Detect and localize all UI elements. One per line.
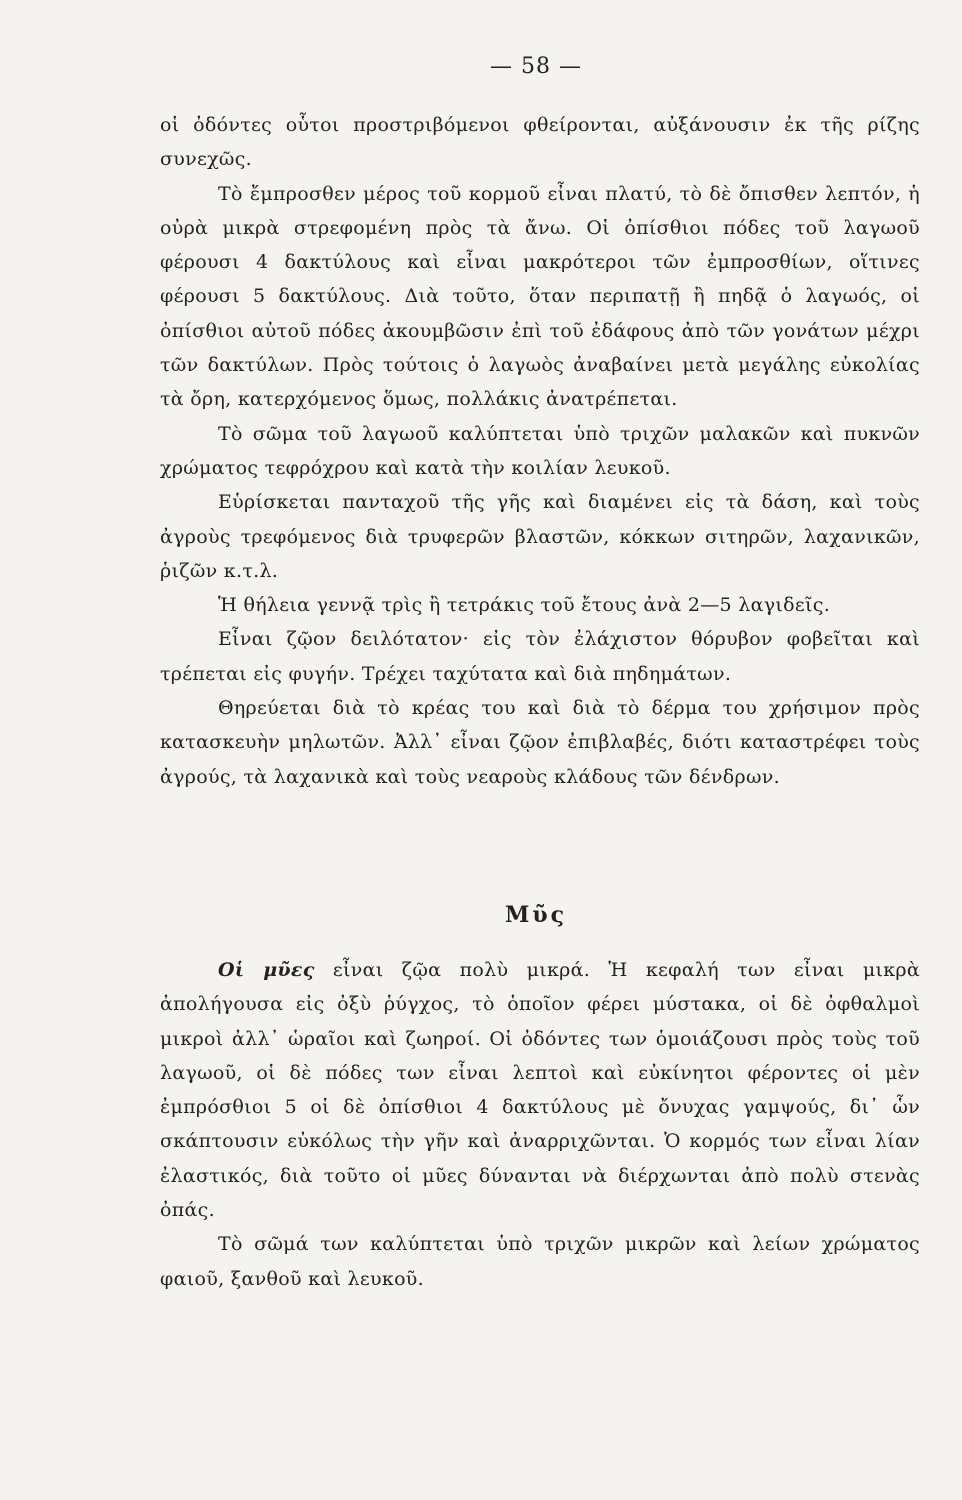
paragraph-mouse-description — [160, 953, 920, 1227]
paragraph-mouse-description-text: εἶναι ζῷα πολὺ μικρά. Ἡ κεφαλή των εἶναι μικρὰ ἀπολήγουσα εἰς ὀξὺ ῥύγχος, τὸ ὁποῖον φέρει μύστακα, οἱ δὲ ὀφθαλμοὶ μικροὶ ἀλλ᾽ ὡραῖοι καὶ ζωηροί. Οἱ ὀδόντες των ὁμοιάζουσι πρὸς τοὺς τοῦ λαγωοῦ, οἱ δὲ πόδες των εἶναι λεπτοὶ καὶ εὐκίνητοι φέροντες οἱ μὲν ἐμπρόσθιοι 5 οἱ δὲ ὀπίσθιοι 4 δακτύλους μὲ ὄνυχας γαμψούς, δι᾽ ὧν σκάπτουσιν εὐκόλως τὴν γῆν καὶ ἀναρριχῶνται. Ὁ κορμός των εἶναι λίαν ἐλαστικός, διὰ τοῦτο οἱ μῦες δύνανται νὰ διέρχωνται ἀπὸ πολὺ στενὰς ὀπάς. — [160, 959, 920, 1222]
paragraph-continuation: οἱ ὀδόντες οὗτοι προστριβόμενοι φθείρονται, αὐξάνουσιν ἐκ τῆς ρίζης συνεχῶς. — [160, 114, 920, 171]
mouse-text-block — [160, 953, 920, 1296]
page-number: — 58 — — [490, 54, 582, 79]
paragraph-hunting: Θηρεύεται διὰ τὸ κρέας του καὶ διὰ τὸ δέρμα του χρήσιμον πρὸς κατασκευὴν μηλωτῶν. Ἀλλ᾽ εἶναι ζῷον ἐπιβλαβές, διότι καταστρέφει τοὺς ἀγρούς, τὰ λαχανικὰ καὶ τοὺς νεαροὺς κλάδους τῶν δένδρων. — [160, 697, 920, 788]
paragraph-fur: Τὸ σῶμα τοῦ λαγωοῦ καλύπτεται ὑπὸ τριχῶν μαλακῶν καὶ πυκνῶν χρώματος τεφρόχρου καὶ κατὰ τὴν κοιλίαν λευκοῦ. — [160, 422, 920, 479]
paragraph-habitat: Εὑρίσκεται πανταχοῦ τῆς γῆς καὶ διαμένει εἰς τὰ δάση, καὶ τοὺς ἀγροὺς τρεφόμενος διὰ τρυφερῶν βλαστῶν, κόκκων σιτηρῶν, λαχανικῶν, ῥιζῶν κ.τ.λ. — [160, 491, 920, 582]
paragraph-reproduction: Ἡ θήλεια γεννᾷ τρὶς ἢ τετράκις τοῦ ἔτους ἀνὰ 2—5 λαγιδεῖς. — [218, 594, 831, 617]
paragraph-behavior: Εἶναι ζῷον δειλότατον· εἰς τὸν ἐλάχιστον θόρυβον φοβεῖται καὶ τρέπεται εἰς φυγήν. Τρέχει ταχύτατα καὶ διὰ πηδημάτων. — [160, 628, 920, 685]
main-text-block — [160, 108, 920, 794]
paragraph-mouse-fur: Τὸ σῶμά των καλύπτεται ὑπὸ τριχῶν μικρῶν καὶ λείων χρώματος φαιοῦ, ξανθοῦ καὶ λευκοῦ. — [160, 1233, 920, 1290]
paragraph-body-shape: Τὸ ἔμπροσθεν μέρος τοῦ κορμοῦ εἶναι πλατύ, τὸ δὲ ὄπισθεν λεπτόν, ἡ οὐρὰ μικρὰ στρεφομένη πρὸς τὰ ἄνω. Οἱ ὀπίσθιοι πόδες τοῦ λαγωοῦ φέρουσι 4 δακτύλους καὶ εἶναι μακρότεροι τῶν ἐμπροσθίων, οἵτινες φέρουσι 5 δακτύλους. Διὰ τοῦτο, ὅταν περιπατῇ ἢ πηδᾷ ὁ λαγωός, οἱ ὀπίσθιοι αὐτοῦ πόδες ἀκουμβῶσιν ἐπὶ τοῦ ἐδάφους ἀπὸ τῶν γονάτων μέχρι τῶν δακτύλων. Πρὸς τούτοις ὁ λαγωὸς ἀναβαίνει μετὰ μεγάλης εὐκολίας τὰ ὄρη, κατερχόμενος ὅμως, πολλάκις ἀνατρέπεται. — [160, 182, 920, 411]
section-heading: Μῦς — [504, 902, 567, 928]
lead-term: Οἱ μῦες — [218, 959, 315, 981]
